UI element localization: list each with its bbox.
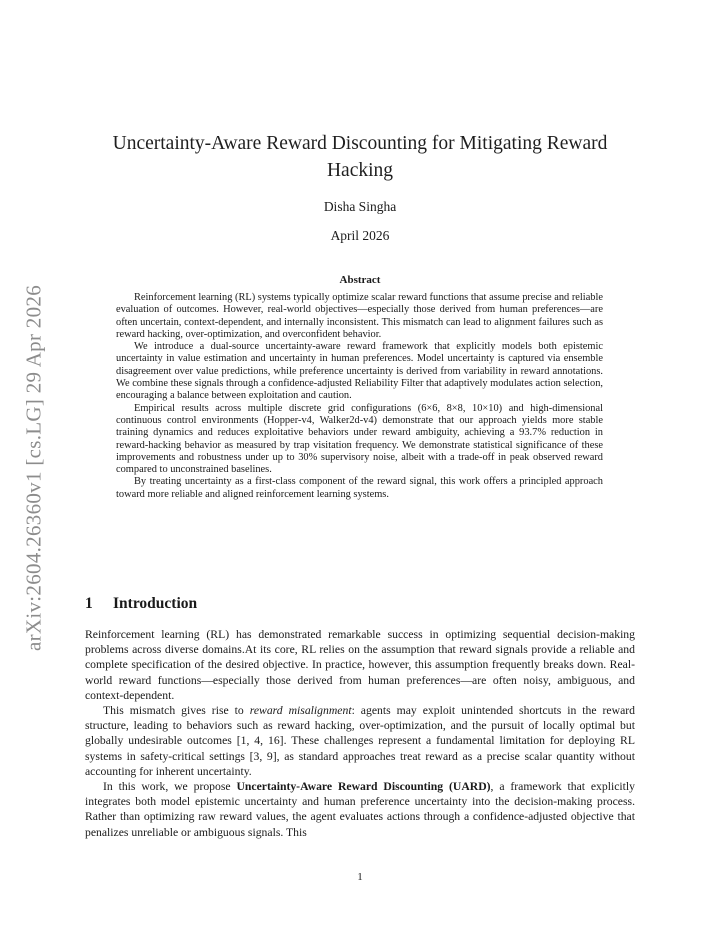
abstract-paragraph: Empirical results across multiple discrete grid configurations (6×6, 8×8, 10×10) and high-dimensional continuous control environments (Hopper-v4, Walker2d-v4) demonstrate that our approach yields more stable training dynamics and reduces exploitative behaviors under reward ambiguity, achieving a 93.7% reduction in reward-hacking behavior as measured by trap visitation frequency. We demonstrate statistical significance of these improvements and robustness under up to 30% supervisory noise, albeit with a trade-off in peak observed reward compared to unconstrained baselines. [116,402,603,476]
intro-paragraph-2 [85,703,635,779]
arxiv-identifier-stamp [14,258,54,678]
abstract-body [116,292,603,501]
abstract-paragraph: We introduce a dual-source uncertainty-aware reward framework that explicitly models both epistemic uncertainty in value estimation and uncertainty in human preferences. Model uncertainty is captured via ensemble disagreement over value predictions, while preference uncertainty is derived from variability in reward annotations. We combine these signals through a confidence-adjusted Reliability Filter that adaptively modulates action selection, encouraging a balance between exploitation and caution. [116,341,603,402]
abstract-paragraph: Reinforcement learning (RL) systems typically optimize scalar reward functions that assume precise and reliable evaluation of outcomes. However, real-world objectives—especially those derived from human preferences—are often uncertain, context-dependent, and internally inconsistent. This mismatch can lead to alignment failures such as reward hacking, over-optimization, and overconfident behavior. [116,292,603,340]
intro-paragraph-1: Reinforcement learning (RL) has demonstrated remarkable success in optimizing sequential decision-making problems across diverse domains.At its core, RL relies on the assumption that reward signals provide a reliable and complete specification of the desired objective. In practice, however, this assumption frequently breaks down. Real-world reward functions—especially those derived from human preferences—are often noisy, ambiguous, and context-dependent. [85,628,635,702]
paper-title: Uncertainty-Aware Reward Discounting for Mitigating Reward Hacking [112,133,608,181]
paper-author: Disha Singha [323,199,397,214]
intro-p2-text-start: This mismatch gives rise to [103,704,250,718]
introduction-body [85,627,635,840]
section-heading-introduction [85,595,635,613]
intro-paragraph-3 [85,779,635,840]
intro-p3-framework-name: Uncertainty-Aware Reward Discounting (UARD) [236,780,491,794]
intro-p2-text-end: : agents may exploit unintended shortcuts in the reward structure, leading to behaviors such as reward hacking, over-optimization, and the pursuit of locally optimal but globally undesirable outcomes [1, 4, 16]. These challenges represent a fundamental limitation for deploying RL systems in safety-critical settings [3, 9], as standard approaches treat reward as a precise scalar quantity without accounting for inherent uncertainty. [85,704,635,778]
abstract-paragraph: By treating uncertainty as a first-class component of the reward signal, this work offers a principled approach toward more reliable and aligned reinforcement learning systems. [116,476,603,500]
section-number: 1 [85,595,93,612]
abstract-heading: Abstract [339,274,381,286]
paper-date: April 2026 [330,228,390,243]
intro-p3-text-end: , a framework that explicitly integrates both model epistemic uncertainty and human preference uncertainty into the decision-making process. Rather than optimizing raw reward values, the agent evaluates actions through a confidence-adjusted objective that penalizes unreliable or ambiguous signals. This [85,780,635,839]
intro-p2-emphasis: reward misalignment [249,704,352,718]
arxiv-identifier-text: arXiv:2604.26360v1 [cs.LG] 29 Apr 2026 [21,284,46,652]
intro-p3-text-start: In this work, we propose [103,780,237,794]
section-title: Introduction [113,595,198,612]
page-number: 1 [357,871,363,883]
